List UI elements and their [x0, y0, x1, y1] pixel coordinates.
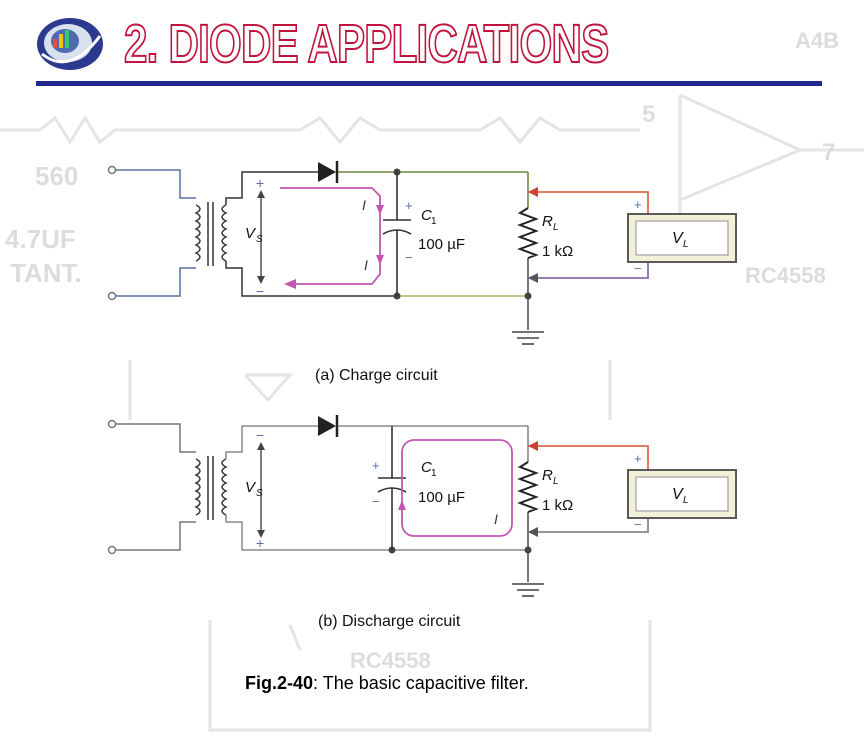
- charge-current-path: [280, 188, 384, 289]
- meter-sub-b: L: [683, 495, 689, 506]
- figure-caption-text: : The basic capacitive filter.: [313, 673, 529, 693]
- cap-minus-a: −: [405, 250, 413, 265]
- diode-b: [318, 415, 337, 437]
- current-label-a-bottom: I: [364, 257, 368, 273]
- vs-sub-a: S: [256, 234, 263, 245]
- ghost-text-tant: TANT.: [10, 258, 82, 288]
- vs-plus-a: +: [256, 175, 265, 191]
- discharge-caption: (b) Discharge circuit: [318, 613, 461, 630]
- ghost-text-5: 5: [642, 101, 656, 128]
- diode-a: [318, 161, 337, 183]
- vs-label-b: V: [245, 479, 256, 496]
- cap-minus-b: −: [372, 494, 380, 509]
- cap-value-a: 100 µF: [418, 236, 465, 253]
- meter-label-b: V: [672, 486, 683, 503]
- vs-minus-a: −: [256, 283, 265, 299]
- figure-caption: [245, 673, 529, 694]
- page-title: 2. DIODE APPLICATIONS: [124, 14, 609, 74]
- meter-plus-b: +: [634, 451, 642, 466]
- ground-a: [512, 332, 544, 344]
- cap-value-b: 100 µF: [418, 489, 465, 506]
- res-label-b: R: [542, 467, 553, 484]
- res-sub-a: L: [553, 222, 559, 233]
- cap-plus-a: +: [405, 198, 413, 213]
- ghost-text-rc4558-b: RC4558: [350, 648, 431, 673]
- ghost-text-7: 7: [822, 139, 836, 166]
- ghost-text-rc4558-a: RC4558: [745, 263, 826, 288]
- vs-minus-b: −: [256, 427, 265, 443]
- resistor-b: [520, 462, 536, 512]
- res-value-a: 1 kΩ: [542, 243, 574, 260]
- charge-caption: (a) Charge circuit: [315, 367, 438, 384]
- res-value-b: 1 kΩ: [542, 497, 574, 514]
- figure-label: Fig.2-40: [245, 673, 314, 693]
- ghost-text-cap: 4.7UF: [5, 224, 76, 254]
- meter-minus-a: −: [634, 261, 642, 276]
- meter-label-a: V: [672, 230, 683, 247]
- meter-plus-a: +: [634, 197, 642, 212]
- vs-plus-b: +: [256, 535, 265, 551]
- current-label-a-top: I: [362, 197, 366, 213]
- ground-b: [512, 584, 544, 596]
- meter-minus-b: −: [634, 517, 642, 532]
- ghost-text-560: 560: [35, 161, 79, 191]
- resistor-a: [520, 208, 536, 258]
- cap-label-a: C: [421, 207, 432, 224]
- discharge-circuit: [109, 415, 737, 596]
- vs-sub-b: S: [256, 488, 263, 499]
- meter-sub-a: L: [683, 239, 689, 250]
- res-sub-b: L: [553, 476, 559, 487]
- vs-label-a: V: [245, 225, 256, 242]
- transformer-a: [196, 172, 400, 296]
- cap-plus-b: +: [372, 458, 380, 473]
- charge-circuit: [109, 161, 737, 344]
- transformer-b: [196, 426, 392, 550]
- current-label-b: I: [494, 511, 498, 527]
- capacitor-a: [383, 172, 411, 296]
- cap-sub-b: 1: [431, 468, 437, 479]
- ghost-text-a4b: A4B: [795, 28, 840, 53]
- cap-sub-a: 1: [431, 216, 437, 227]
- res-label-a: R: [542, 213, 553, 230]
- cap-label-b: C: [421, 459, 432, 476]
